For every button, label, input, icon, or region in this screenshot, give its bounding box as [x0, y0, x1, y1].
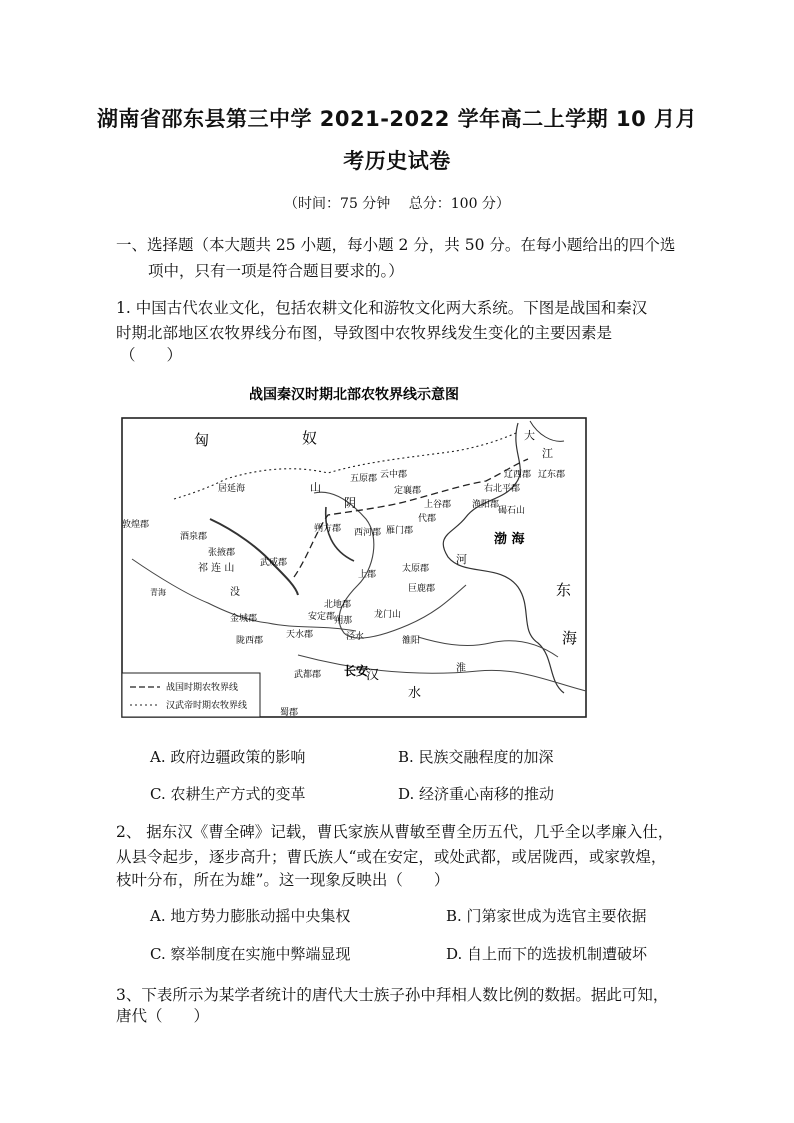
map-label-wudu: 武都郡 [294, 670, 322, 680]
section-heading-line-1: 一、选择题（本大题共 25 小题，每小题 2 分，共 50 分。在每小题给出的四个选 [116, 236, 676, 254]
q2-option-c: C. 察举制度在实施中弊端显现 [150, 945, 351, 963]
legend-han-label: 汉武帝时期农牧界线 [166, 701, 248, 711]
map-label-da: 大 [524, 429, 535, 442]
map-label-hai: 海 [562, 629, 578, 647]
q1-option-d: D. 经济重心南移的推动 [398, 785, 555, 803]
map-label-julu: 巨鹿郡 [408, 584, 436, 594]
legend-warring-label: 战国时期农牧界线 [166, 683, 239, 693]
q2-stem-line-3: 枝叶分布，所在为雄”。这一现象反映出（ ） [116, 871, 450, 889]
map-label-longmen: 龙门山 [374, 610, 402, 620]
map-label-he: 河 [456, 553, 467, 566]
q2-option-a: A. 地方势力膨胀动摇中央集权 [150, 907, 351, 925]
map-label-changan: 长安 [344, 664, 369, 678]
map-label-tianshui: 天水郡 [286, 630, 314, 640]
map-label-shuofang: 朔方郡 [314, 524, 342, 534]
q1-option-a: A. 政府边疆政策的影响 [150, 748, 306, 766]
section-heading-line-2: 项中，只有一项是符合题目要求的。） [148, 262, 404, 280]
map-label-wuyuan: 五原郡 [350, 474, 378, 484]
map-label-mei: 没 [230, 587, 240, 598]
q2-option-d: D. 自上而下的选拔机制遭破坏 [446, 945, 648, 963]
map-label-dunhuang: 敦煌郡 [122, 520, 150, 530]
map-label-shan: 山 [310, 481, 321, 494]
q1-option-c: C. 农耕生产方式的变革 [150, 785, 306, 803]
map-figure [118, 381, 590, 721]
map-label-nu: 奴 [302, 429, 318, 447]
map-label-liaoxi: 辽西郡 [504, 470, 532, 480]
map-label-qilian: 祁 连 山 [198, 563, 235, 574]
map-label-juyanhai: 居延海 [218, 484, 246, 494]
map-label-huai: 淮 [456, 663, 466, 674]
map-title: 战国秦汉时期北部农牧界线示意图 [249, 387, 459, 403]
q1-option-b: B. 民族交融程度的加深 [398, 748, 554, 766]
map-label-anding: 安定郡 [308, 612, 336, 622]
map-label-beidi: 北地郡 [324, 600, 352, 610]
map-label-jing: 泾水 [346, 632, 365, 642]
map-label-xiong: 匈 [194, 431, 210, 449]
q3-stem-line-1: 3、下表所示为某学者统计的唐代大士族子孙中拜相人数比例的数据。据此可知， [116, 986, 669, 1004]
map-label-dong: 东 [556, 581, 572, 599]
map-label-shu: 蜀郡 [280, 708, 299, 718]
map-label-youbeiping: 右北平郡 [484, 484, 521, 494]
q1-stem-line-2: 时期北部地区农牧界线分布图，导致图中农牧界线发生变化的主要因素是 [116, 324, 613, 342]
map-label-yunzhong: 云中郡 [380, 470, 408, 480]
map-label-han: 汉 [366, 668, 380, 683]
map-label-shanggu: 上谷郡 [424, 500, 452, 510]
q2-stem-line-1: 2、 据东汉《曹全碑》记载，曹氏家族从曹敏至曹全历五代，几乎全以孝廉入仕， [116, 823, 674, 841]
map-label-dingxiang: 定襄郡 [394, 486, 422, 496]
map-label-zhangye: 张掖郡 [208, 548, 236, 558]
q2-option-b: B. 门第家世成为选官主要依据 [446, 907, 647, 925]
map-label-yuyang: 渔阳郡 [472, 500, 500, 510]
map-label-jieshi: 碣石山 [498, 506, 526, 516]
q1-stem-line-3: （ ） [120, 346, 183, 364]
map-label-jiang: 江 [542, 447, 553, 460]
exam-meta: （时间：75 分钟 总分：100 分） [284, 196, 510, 212]
q3-stem-line-2: 唐代（ ） [116, 1007, 210, 1025]
q2-stem-line-2: 从县令起步，逐步高升；曹氏族人“或在安定，或处武都，或居陇西，或家敦煌， [116, 848, 667, 866]
map-label-jiuquan: 酒泉郡 [180, 532, 208, 542]
map-label-shui: 水 [408, 686, 422, 701]
q1-stem-line-1: 1. 中国古代农业文化，包括农耕文化和游牧文化两大系统。下图是战国和秦汉 [116, 299, 648, 317]
exam-title-line-2: 考历史试卷 [343, 149, 451, 173]
map-label-liaodong: 辽东郡 [538, 470, 566, 480]
map-label-taiyuan: 太原郡 [402, 564, 430, 574]
map-label-xihe: 西河郡 [354, 528, 382, 538]
exam-title-line-1: 湖南省邵东县第三中学 2021-2022 学年高二上学期 10 月月 [96, 107, 698, 131]
map-label-bohai: 渤 海 [494, 532, 525, 547]
map-label-qinghai: 青海 [150, 588, 166, 597]
map-label-longxi: 陇西郡 [236, 636, 264, 646]
map-label-wuwei: 武威郡 [260, 558, 288, 568]
map-label-yin: 阴 [344, 496, 357, 510]
map-label-shuo: 朔那 [334, 616, 353, 626]
map-label-dai: 代郡 [418, 514, 437, 524]
map-label-luoyang: 雒阳 [402, 636, 421, 646]
map-label-jincheng: 金城郡 [230, 614, 258, 624]
map-svg [118, 381, 590, 721]
map-label-yanmen: 雁门郡 [386, 526, 414, 536]
map-label-shangjun: 上郡 [358, 570, 377, 580]
